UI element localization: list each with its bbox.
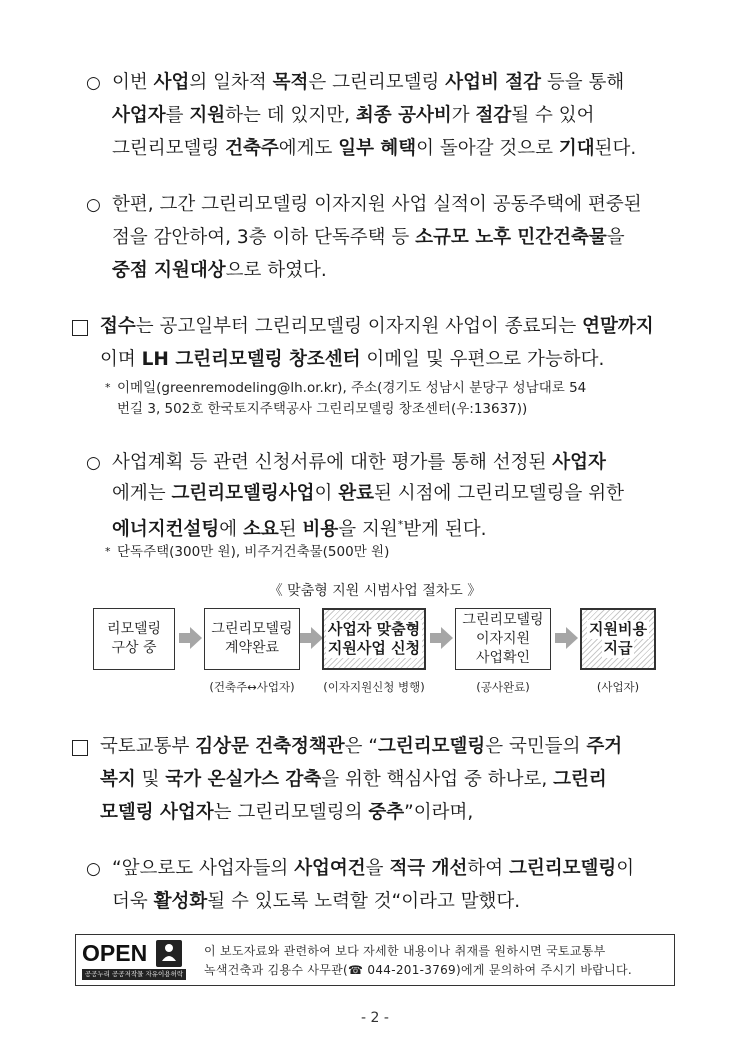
- bold-text-segment: 비용: [302, 519, 339, 541]
- text-segment: 하는 데 있지만,: [225, 105, 356, 126]
- flow-step-5: [580, 608, 656, 670]
- text-segment: *: [397, 518, 404, 531]
- text-segment: 이 돌아갈 것으로: [416, 138, 559, 159]
- bold-text-segment: 소요: [243, 519, 279, 541]
- bold-text-segment: LH 그린리모델링 창조센터: [141, 349, 361, 370]
- bold-text-segment: 그린리모델링: [378, 736, 486, 757]
- bold-text-segment: 그린리모델링사업: [171, 483, 315, 504]
- text-segment: 한편, 그간 그린리모델링 이자지원 사업 실적이 공동주택에 편중된: [112, 194, 642, 215]
- flow-step-2: [204, 608, 300, 670]
- text-segment: 될 수 있어: [511, 105, 595, 126]
- text-segment: 이: [314, 483, 339, 504]
- text-segment: 에게는: [112, 483, 172, 504]
- text-segment: 는 그린리모델링의: [213, 802, 369, 823]
- bold-text-segment: 사업자: [112, 105, 166, 126]
- text-segment: 은 그린리모델링: [308, 72, 446, 93]
- bold-text-segment: 김상문 건축정책관: [195, 736, 345, 757]
- p1-line-1: [112, 71, 624, 95]
- flow-step-1: [93, 608, 175, 670]
- p2-line-2: [112, 226, 625, 250]
- p4-line-2: [112, 482, 624, 506]
- text-segment: 된 시점에 그린리모델링을 위한: [373, 483, 624, 504]
- bold-text-segment: 완료: [338, 483, 374, 504]
- bold-text-segment: 목적: [272, 72, 309, 93]
- bold-text-segment: 주거: [586, 736, 623, 757]
- p1-line-2: [112, 104, 594, 128]
- text-segment: 이메일 및 우편으로 가능하다.: [360, 349, 605, 370]
- bold-text-segment: 중추: [368, 802, 405, 823]
- flowchart-title: 《 맞춤형 지원 시범사업 절차도 》: [268, 583, 482, 599]
- text-segment: 가: [451, 105, 476, 126]
- text-segment: 을: [365, 858, 390, 879]
- text-segment: 을: [606, 227, 625, 248]
- flow-step-text: 이자지원: [475, 630, 531, 647]
- flow-step-text: 그린리모델링: [211, 621, 293, 637]
- bold-text-segment: 사업: [153, 72, 190, 93]
- bold-text-segment: 활성화: [153, 891, 208, 912]
- flow-step-text: 지원사업 신청: [327, 639, 421, 657]
- bold-text-segment: 일부 혜택: [338, 138, 417, 159]
- bold-text-segment: 중점 지원대상: [112, 260, 226, 281]
- square-bullet: [72, 740, 88, 756]
- flow-caption: (건축주↔사업자): [209, 680, 295, 694]
- text-segment: 및: [135, 769, 166, 790]
- bold-text-segment: 건축주: [225, 138, 279, 159]
- circle-bullet: ○: [86, 195, 101, 215]
- p5-line-2: [100, 768, 607, 792]
- p6-line-1: [112, 857, 634, 881]
- bold-text-segment: 최종 공사비: [355, 105, 452, 126]
- text-segment: 사업계획 등 관련 신청서류에 대한 평가를 통해 선정된: [112, 452, 553, 473]
- contact-note-line-2: 번길 3, 502호 한국토지주택공사 그린리모델링 창조센터(우:13637)): [117, 401, 528, 417]
- bold-text-segment: 지원: [189, 105, 226, 126]
- text-segment: 에게도: [278, 138, 339, 159]
- text-segment: 이번: [112, 72, 154, 93]
- flow-caption: (공사완료): [476, 680, 530, 694]
- bold-text-segment: 모델링 사업자: [100, 802, 214, 823]
- text-segment: 는 공고일부터 그린리모델링 이자지원 사업이 종료되는: [135, 316, 583, 337]
- text-segment: 은 국민들의: [485, 736, 587, 757]
- flow-caption: (이자지원신청 병행): [323, 680, 425, 694]
- text-segment: 이며: [100, 349, 142, 370]
- p6-line-2: [112, 890, 520, 914]
- circle-bullet: ○: [86, 453, 101, 473]
- bold-text-segment: 사업자: [552, 452, 606, 473]
- flow-step-text: 구상 중: [111, 640, 157, 656]
- contact-box: [75, 934, 675, 986]
- p5-line-3: [100, 801, 473, 825]
- text-segment: 를: [165, 105, 190, 126]
- circle-bullet: ○: [86, 859, 101, 879]
- text-segment: 등을 통해: [541, 72, 625, 93]
- circle-bullet: ○: [86, 73, 101, 93]
- text-segment: 이: [616, 858, 635, 879]
- text-segment: 더욱: [112, 891, 154, 912]
- bold-text-segment: 연말까지: [582, 316, 654, 337]
- flow-step-text: 사업자 맞춤형: [327, 620, 421, 638]
- page-number: - 2 -: [361, 1010, 389, 1026]
- open-logo-word: OPEN: [82, 940, 148, 966]
- contact-line-2: 녹색건축과 김용수 사무관(☎ 044-201-3769)에게 문의하여 주시기 바랍니다.: [204, 963, 633, 977]
- bold-text-segment: 절감: [475, 105, 512, 126]
- p4-line-1: [112, 451, 606, 475]
- flow-step-text: 지급: [603, 639, 633, 657]
- bold-text-segment: 그린리: [553, 769, 607, 790]
- text-segment: 하여: [467, 858, 509, 879]
- text-segment: ”이라며,: [404, 802, 474, 823]
- text-segment: 받게 된다.: [403, 519, 487, 541]
- text-segment: 국토교통부: [100, 736, 196, 757]
- bold-text-segment: 복지: [100, 769, 136, 790]
- bold-text-segment: 사업비 절감: [445, 72, 542, 93]
- bold-text-segment: 국가 온실가스 감축: [165, 769, 322, 790]
- open-license-logo: [82, 940, 186, 980]
- text-segment: 의 일차적: [189, 72, 273, 93]
- flow-step-4: [455, 608, 551, 670]
- flow-step-text: 사업확인: [475, 649, 531, 666]
- text-segment: 된: [278, 519, 303, 541]
- bold-text-segment: 기대: [558, 138, 595, 159]
- bold-text-segment: 사업여건: [294, 858, 366, 879]
- text-segment: 그린리모델링: [112, 138, 226, 159]
- bold-text-segment: 적극 개선: [389, 858, 468, 879]
- open-logo-bar: 공공누리 공공저작물 자유이용허락: [82, 969, 186, 980]
- contact-line-1: 이 보도자료와 관련하여 보다 자세한 내용이나 취재를 원하시면 국토교통부: [204, 944, 606, 958]
- contact-text: [204, 942, 632, 980]
- flow-step-text: 계약완료: [224, 640, 280, 656]
- note-asterisk: *: [105, 381, 111, 394]
- bold-text-segment: 에너지컨설팅: [112, 519, 220, 541]
- text-segment: 에: [219, 519, 243, 541]
- subsidy-note: 단독주택(300만 원), 비주거건축물(500만 원): [117, 544, 390, 560]
- flow-step-text: 그린리모델링: [462, 611, 544, 628]
- text-segment: 될 수 있도록 노력할 것“이라고 말했다.: [207, 891, 521, 912]
- text-segment: 된다.: [594, 138, 637, 159]
- square-bullet: [72, 320, 88, 336]
- text-segment: 을 위한 핵심사업 중 하나로,: [321, 769, 554, 790]
- text-segment: “앞으로도 사업자들의: [112, 858, 295, 879]
- flow-step-text: 지원비용: [589, 620, 647, 638]
- p4-line-3: [112, 513, 487, 542]
- text-segment: 으로 하였다.: [225, 260, 327, 281]
- person-icon: [156, 940, 182, 967]
- flow-step-text: 리모델링: [106, 621, 162, 637]
- p1-line-3: [112, 137, 636, 161]
- bold-text-segment: 소규모 노후 민간건축물: [415, 227, 607, 248]
- p2-line-3: [112, 259, 327, 283]
- text-segment: 점을 감안하여, 3층 이하 단독주택 등: [112, 227, 416, 248]
- text-segment: 은 “: [344, 736, 379, 757]
- contact-note-line-1: 이메일(greenremodeling@lh.or.kr), 주소(경기도 성남시 분당구 성남대로 54: [117, 380, 587, 396]
- p2-line-1: [112, 193, 642, 217]
- text-segment: 을 지원: [338, 519, 398, 541]
- bold-text-segment: 접수: [100, 316, 136, 337]
- flow-caption: (사업자): [596, 680, 640, 694]
- bold-text-segment: 그린리모델링: [509, 858, 617, 879]
- flow-step-3: [322, 608, 426, 670]
- note-asterisk: *: [105, 545, 111, 558]
- p5-line-1: [100, 735, 622, 759]
- p3-line-2: [100, 348, 604, 372]
- p3-line-1: [100, 315, 654, 339]
